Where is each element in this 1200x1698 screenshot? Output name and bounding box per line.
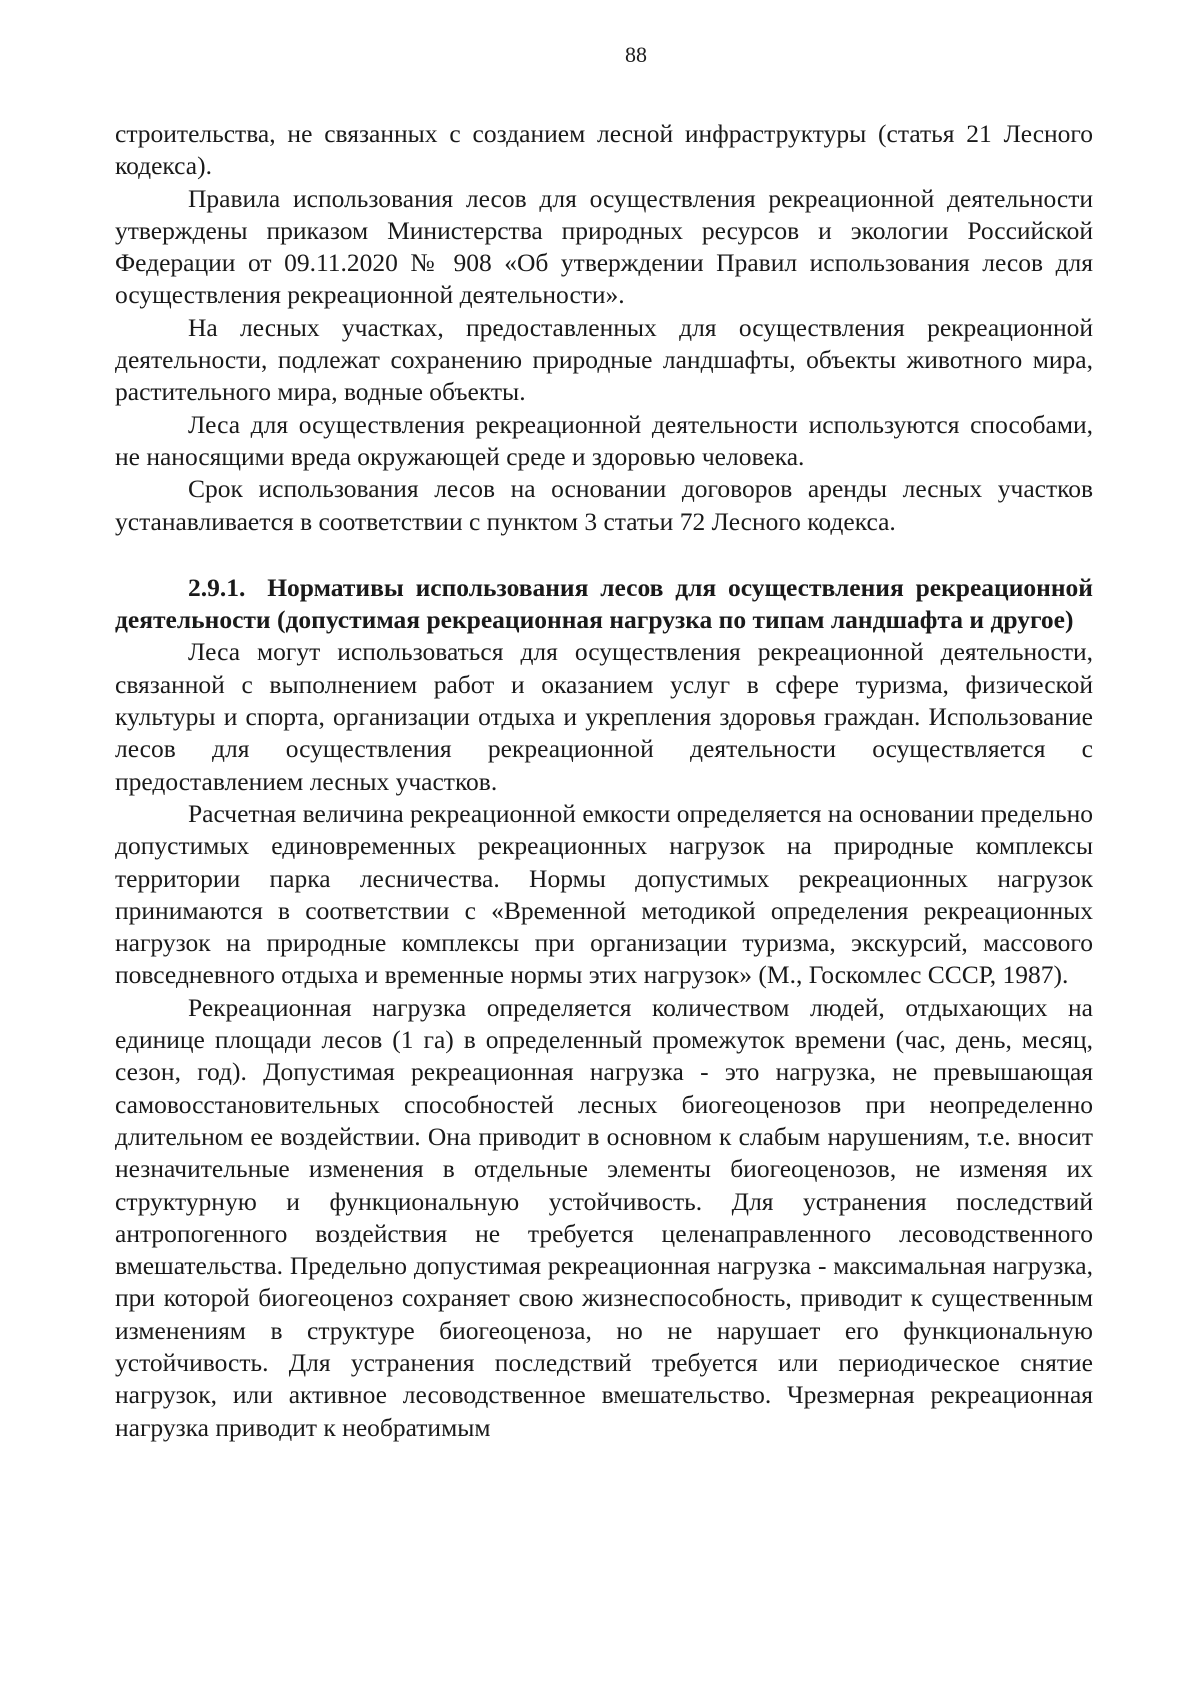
paragraph: Расчетная величина рекреационной емкости определяется на основании предельно допустимых единовременных рекреационных нагрузок на природные комплексы территории парка лесничества. Нормы допустимых рекреационных нагрузок принимаются в соответствии с «Временной методикой определения рекреационных нагрузок на природные комплексы при организации туризма, экскурсий, массового повседневного отдыха и временные нормы этих нагрузок» (М., Госкомлес СССР, 1987). — [115, 798, 1094, 990]
document-page — [115, 40, 1093, 1444]
paragraph: строительства, не связанных с созданием лесной инфраструктуры (статья 21 Лесного кодекса). — [115, 119, 1093, 181]
paragraph: Леса для осуществления рекреационной деятельности используются способами, не наносящими вреда окружающей среде и здоровью человека. — [115, 409, 1093, 471]
paragraph: Рекреационная нагрузка определяется количеством людей, отдыхающих на единице площади лесов (1 га) в определенный промежуток времени (час, день, месяц, сезон, год). Допустимая рекреационная нагрузка - это нагрузка, не превышающая самовосстановительных способностей лесных биогеоценозов при неопределенно длительном ее воздействии. Она приводит в основном к слабым нарушениям, т.е. вносит незначительные изменения в отдельные элементы биогеоценозов, не изменяя их структурную и функциональную устойчивость. Для устранения последствий антропогенного воздействия не требуется целенаправленного лесоводственного вмешательства. Предельно допустимая рекреационная нагрузка - максимальная нагрузка, при которой биогеоценоз сохраняет свою жизнеспособность, приводит к существенным изменениям в структуре биогеоценоза, но не нарушает его функциональную устойчивость. Для устранения последствий требуется или периодическое снятие нагрузок, или активное лесоводственное вмешательство. Чрезмерная рекреационная нагрузка приводит к необратимым — [115, 992, 1093, 1442]
paragraph: Леса могут использоваться для осуществления рекреационной деятельности, связанной с выполнением работ и оказанием услуг в сфере туризма, физической культуры и спорта, организации отдыха и укрепления здоровья граждан. Использование лесов для осуществления рекреационной деятельности осуществляется с предоставлением лесных участков. — [115, 637, 1093, 796]
page-number: 88 — [625, 42, 647, 67]
section-number: 2.9.1. — [188, 572, 246, 602]
paragraph: Срок использования лесов на основании договоров аренды лесных участков устанавливается в соответствии с пунктом 3 статьи 72 Лесного кодекса. — [115, 474, 1093, 536]
section-title: Нормативы использования лесов для осуществления рекреационной деятельности (допустимая рекреационная нагрузка по типам ландшафта и другое) — [115, 572, 1093, 635]
paragraph: На лесных участках, предоставленных для осуществления рекреационной деятельности, подлежат сохранению природные ландшафты, объекты животного мира, растительного мира, водные объекты. — [115, 312, 1093, 407]
section-heading — [115, 572, 1093, 637]
paragraph: Правила использования лесов для осуществления рекреационной деятельности утверждены приказом Министерства природных ресурсов и экологии Российской Федерации от 09.11.2020 № 908 «Об утверждении Правил использования лесов для осуществления рекреационной деятельности». — [115, 183, 1093, 310]
